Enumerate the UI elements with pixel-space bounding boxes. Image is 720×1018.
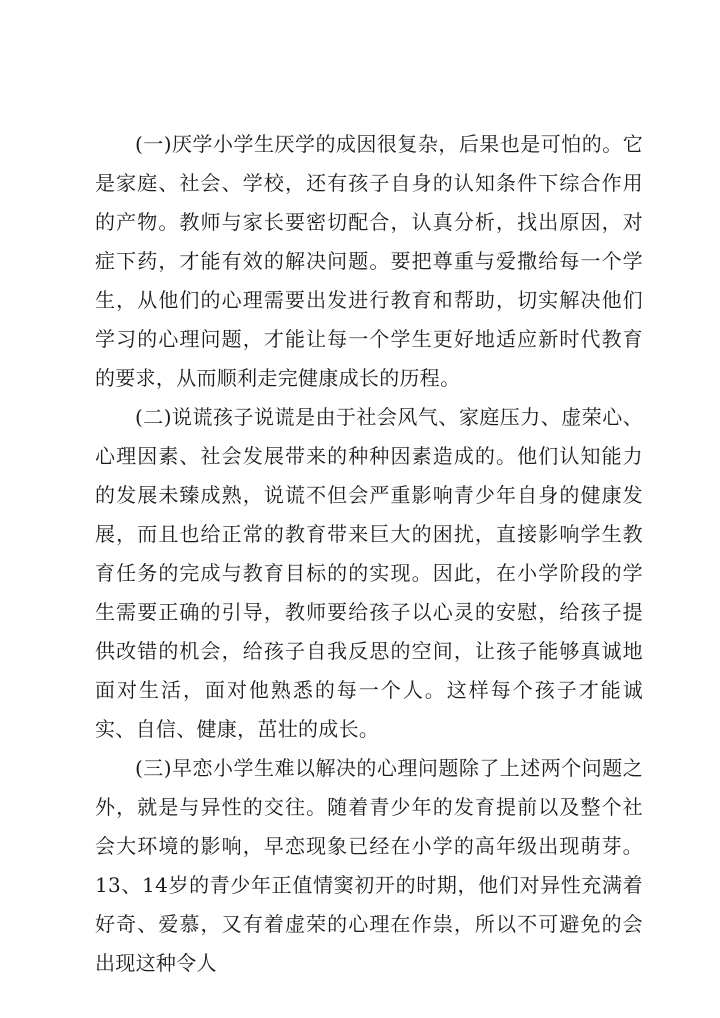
paragraph-early-love: (三)早恋小学生难以解决的心理问题除了上述两个问题之外，就是与异性的交往。随着青少年的发育提前以及整个社会大环境的影响，早恋现象已经在小学的高年级出现萌芽。13、14岁的青少年正值情窦初开的时期，他们对异性充满着好奇、爱慕，又有着虚荣的心理在作祟，所以不可避免的会出现这种令人	[95, 756, 643, 975]
document-body	[95, 125, 643, 983]
paragraph-lying: (二)说谎孩子说谎是由于社会风气、家庭压力、虚荣心、心理因素、社会发展带来的种种因素造成的。他们认知能力的发展未臻成熟，说谎不但会严重影响青少年自身的健康发展，而且也给正常的教育带来巨大的困扰，直接影响学生教育任务的完成与教育目标的的实现。因此，在小学阶段的学生需要正确的引导，教师要给孩子以心灵的安慰，给孩子提供改错的机会，给孩子自我反思的空间，让孩子能够真诚地面对生活，面对他熟悉的每一个人。这样每个孩子才能诚实、自信、健康，茁壮的成长。	[95, 405, 643, 741]
paragraph-weariness: (一)厌学小学生厌学的成因很复杂，后果也是可怕的。它是家庭、社会、学校，还有孩子自身的认知条件下综合作用的产物。教师与家长要密切配合，认真分析，找出原因，对症下药，才能有效的解决问题。要把尊重与爱撒给每一个学生，从他们的心理需要出发进行教育和帮助，切实解决他们学习的心理问题，才能让每一个学生更好地适应新时代教育的要求，从而顺利走完健康成长的历程。	[95, 132, 643, 390]
